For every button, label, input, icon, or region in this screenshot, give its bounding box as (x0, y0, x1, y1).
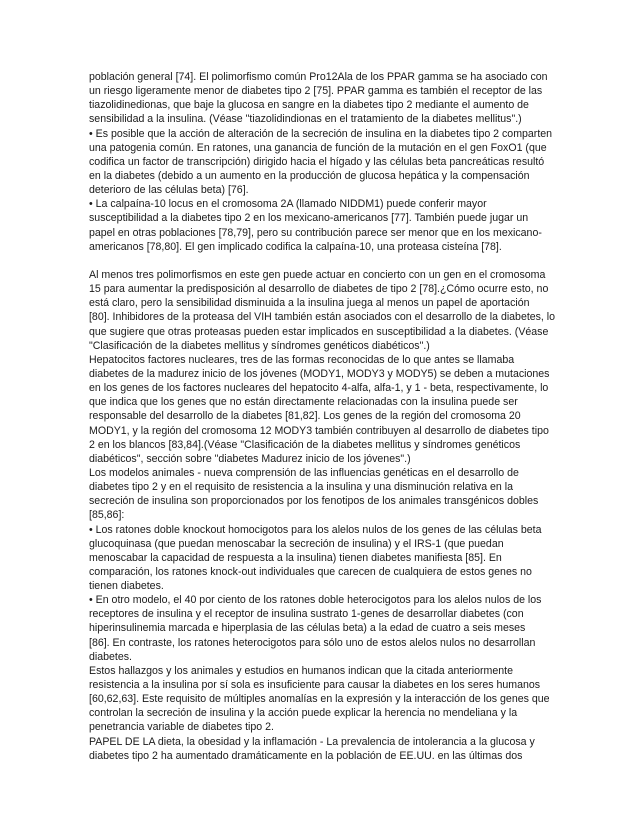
text-line: • Es posible que la acción de alteración de la secreción de insulina en la diabetes tipo 2 comparten (89, 127, 553, 140)
text-line: Los modelos animales - nueva comprensión de las influencias genéticas en el desarrollo de (89, 466, 519, 479)
text-line: en los genes de los factores nucleares del hepatocito 4-alfa, alfa-1, y 1 - beta, respectivamente, lo (89, 382, 549, 395)
text-line: [60,62,63]. Este requisito de múltiples anomalías en la expresión y la interacción de los genes que (89, 693, 550, 706)
text-line: secreción de insulina son proporcionados por los fenotipos de los animales transgénicos dobles (89, 495, 539, 508)
text-line: codifica un factor de transcripción) dirigido hacia el hígado y las células beta pancreáticas resultó (89, 155, 545, 168)
text-line: resistencia a la insulina por sí sola es insuficiente para causar la diabetes en los seres humanos (89, 679, 541, 692)
text-line: en la diabetes (debido a un aumento en la producción de glucosa hepática y la compensación (89, 169, 530, 182)
text-line: hiperinsulinemia marcada e hiperplasia de las células beta) a la edad de cuatro a seis meses (89, 622, 526, 635)
text-line: Al menos tres polimorfismos en este gen puede actuar en concierto con un gen en el cromosoma (89, 268, 546, 281)
text-line: diabetes. (89, 650, 132, 663)
text-line: [85,86]: (89, 509, 125, 522)
text-line: • La calpaína-10 locus en el cromosoma 2A (llamado NIDDM1) puede conferir mayor (89, 198, 487, 211)
text-line: deterioro de las células beta) [76]. (89, 184, 249, 197)
paragraph-break (89, 254, 555, 268)
text-line: 15 para aumentar la predisposición al desarrollo de diabetes de tipo 2 [78].¿Cómo ocurre esto, no (89, 283, 549, 296)
text-line: que sugiere que otras proteasas pueden estar implicados en susceptibilidad a la diabetes. (Véase (89, 325, 549, 338)
document-body (89, 70, 555, 763)
text-line: • En otro modelo, el 40 por ciento de los ratones doble heterocigotos para los alelos nulos de los (89, 594, 542, 607)
text-line: penetrancia variable de diabetes tipo 2. (89, 721, 274, 734)
text-line: una patogenia común. En ratones, una ganancia de función de la mutación en el gen FoxO1 (que (89, 141, 547, 154)
text-line: receptores de insulina y el receptor de insulina sustrato 1-genes de desarrollar diabetes (con (89, 608, 524, 621)
text-line: 2 en los blancos [83,84].(Véase "Clasificación de la diabetes mellitus y síndromes genéticos (89, 438, 521, 451)
text-line: "Clasificación de la diabetes mellitus y síndromes genéticos diabéticos".) (89, 339, 430, 352)
text-line: diabetes de la madurez inicio de los jóvenes (MODY1, MODY3 y MODY5) se deben a mutaciones (89, 367, 550, 380)
text-line: Estos hallazgos y los animales y estudios en humanos indican que la citada anteriormente (89, 664, 513, 677)
text-line: controlan la secreción de insulina y la acción puede explicar la herencia no mendeliana y la (89, 707, 518, 720)
text-line: sensibilidad a la insulina. (Véase "tiazolidindionas en el tratamiento de la diabetes mellitus".) (89, 113, 522, 126)
text-line: [86]. En contraste, los ratones heterocigotos para sólo uno de estos alelos nulos no desarrollan (89, 636, 536, 649)
text-line: población general [74]. El polimorfismo común Pro12Ala de los PPAR gamma se ha asociado con (89, 71, 548, 83)
text-line: papel en otras poblaciones [78,79], pero su contribución parece ser menor que en los mexicano- (89, 226, 542, 239)
text-line: tiazolidinedionas, que baje la glucosa en sangre en la diabetes tipo 2 mediante el aumento de (89, 99, 529, 112)
text-line: responsable del desarrollo de la diabetes [81,82]. Los genes de la región del cromosoma 20 (89, 410, 521, 423)
text-line: Hepatocitos factores nucleares, tres de las formas reconocidas de lo que antes se llamaba (89, 353, 515, 366)
text-line: PAPEL DE LA dieta, la obesidad y la inflamación - La prevalencia de intolerancia a la glucosa y (89, 735, 535, 748)
text-line: que indica que los genes que no están directamente relacionadas con la insulina puede ser (89, 396, 518, 409)
text-line: tienen diabetes. (89, 580, 164, 593)
text-line: glucoquinasa (que puedan menoscabar la secreción de insulina) y el IRS-1 (que puedan (89, 537, 504, 550)
text-line: MODY1, y la región del cromosoma 12 MODY3 también contribuyen al desarrollo de diabetes tipo (89, 424, 549, 437)
text-line: diabéticos", sección sobre "diabetes Madurez inicio de los jóvenes".) (89, 452, 411, 465)
text-line: diabetes tipo 2 ha aumentado dramáticamente en la población de EE.UU. en las últimas dos (89, 749, 523, 762)
text-line: [80]. Inhibidores de la proteasa del VIH también están asociados con el desarrollo de la diabetes, lo (89, 311, 556, 324)
text-line: americanos [78,80]. El gen implicado codifica la calpaína-10, una proteasa cisteína [78]. (89, 240, 502, 253)
text-line: • Los ratones doble knockout homocigotos para los alelos nulos de los genes de las células beta (89, 523, 542, 536)
text-line: un riesgo ligeramente menor de diabetes tipo 2 [75]. PPAR gamma es también el receptor de las (89, 85, 543, 98)
text-line: susceptibilidad a la diabetes tipo 2 en los mexicano-americanos [77]. También puede jugar un (89, 212, 529, 225)
text-line: comparación, los ratones knock-out individuales que carecen de cualquiera de estos genes no (89, 565, 532, 578)
text-line: menoscabar la capacidad de respuesta a la insulina) tienen diabetes manifiesta [85]. En (89, 551, 502, 564)
text-line: está claro, pero la sensibilidad disminuida a la insulina juega al menos un papel de aportación (89, 297, 530, 310)
text-line: diabetes tipo 2 y en el requisito de resistencia a la insulina y una disminución relativa en la (89, 481, 513, 494)
